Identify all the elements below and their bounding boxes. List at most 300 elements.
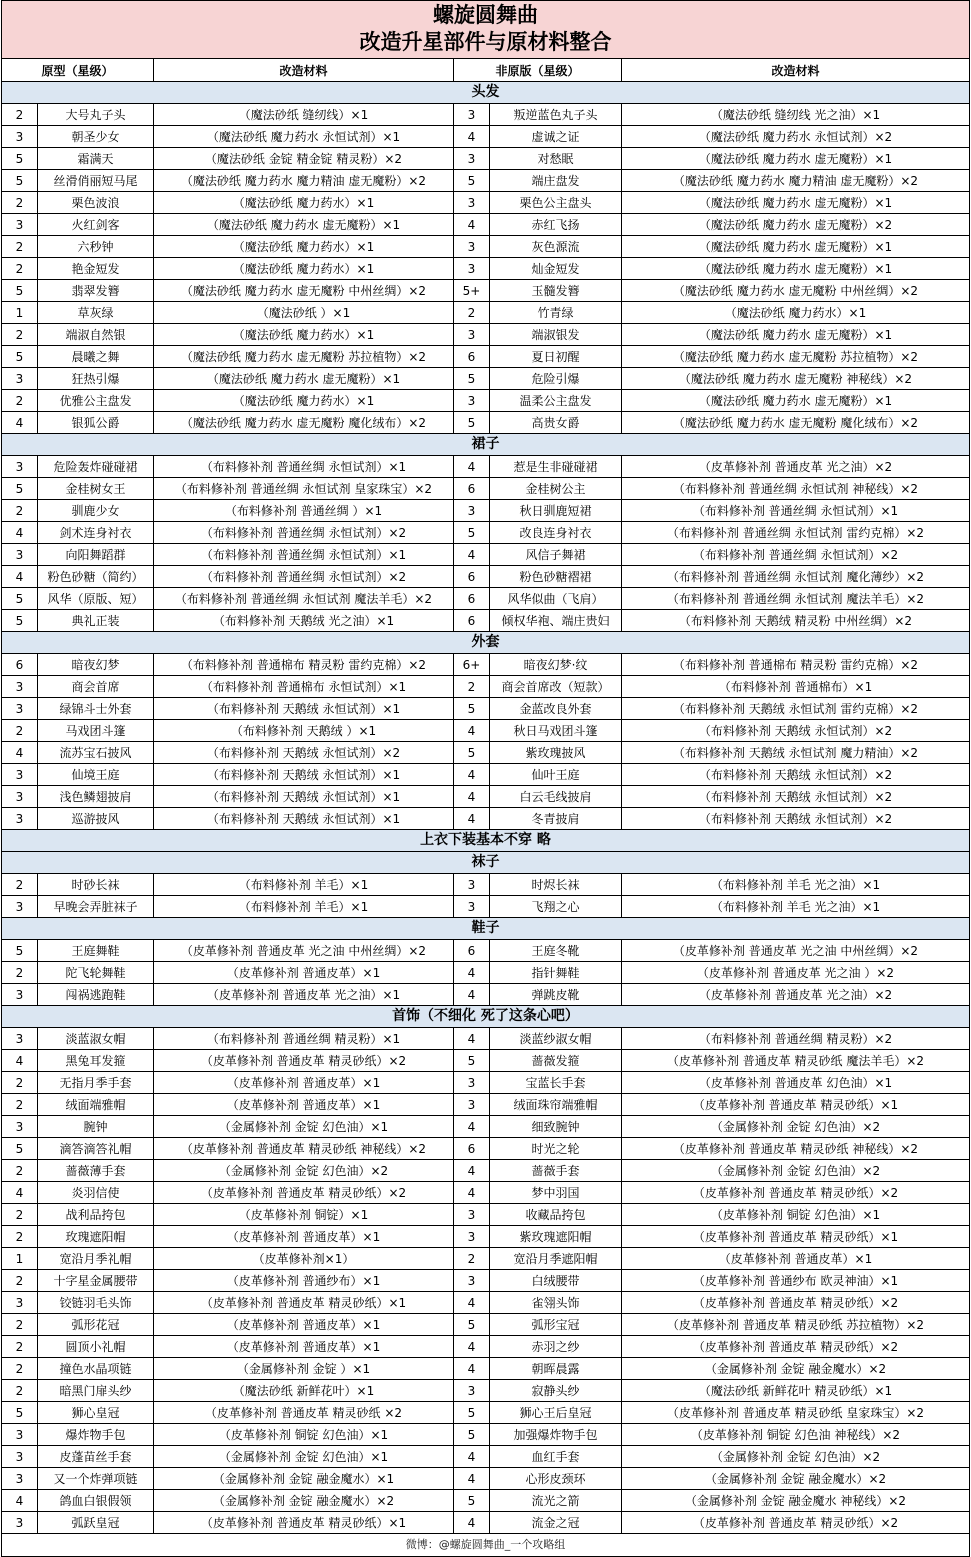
cell-orig-name: 陀飞轮舞鞋 [38,962,154,983]
cell-non-star: 4 [454,1292,490,1313]
cell-non-star: 5 [454,1314,490,1335]
cell-non-materials: （魔法砂纸 魔力药水 虚无魔粉 中州丝绸）×2 [672,284,919,298]
cell-non-star: 4 [454,808,490,829]
cell-orig-name: 端淑自然银 [38,324,154,345]
table-row [2,214,969,236]
cell-orig-star: 2 [2,324,38,345]
cell-orig-name: 狂热引爆 [38,368,154,389]
cell-non-materials: （布料修补剂 普通丝绸 精灵粉）×2 [698,1032,893,1046]
cell-non-star: 4 [454,786,490,807]
table-row [2,148,969,170]
cell-non-name: 竹青绿 [490,302,622,323]
cell-non-materials: （布料修补剂 普通丝绸 永恒试剂 魔化薄纱）×2 [666,570,925,584]
section-header: 外套 [2,632,969,654]
cell-non-materials: （金属修补剂 金锭 融金魔水）×2 [704,1472,887,1486]
cell-orig-name: 腕钟 [38,1116,154,1137]
cell-non-name: 仙叶王庭 [490,764,622,785]
cell-non-materials: （皮革修补剂 普通皮革 精灵砂纸 魔法羊毛）×2 [666,1054,925,1068]
cell-orig-name: 蔷薇薄手套 [38,1160,154,1181]
cell-orig-star: 5 [2,478,38,499]
cell-orig-materials: （魔法砂纸 魔力药水）×1 [154,324,454,345]
cell-non-materials: （金属修补剂 金锭 幻色油）×2 [710,1450,881,1464]
cell-orig-name: 滴答滴答礼帽 [38,1138,154,1159]
cell-orig-name: 玫瑰遮阳帽 [38,1226,154,1247]
cell-orig-star: 2 [2,720,38,741]
cell-non-star: 3 [454,236,490,257]
cell-non-name: 流光之箭 [490,1490,622,1511]
cell-orig-name: 剑术连身衬衣 [38,522,154,543]
cell-non-star: 3 [454,258,490,279]
cell-orig-materials: （布料修补剂 天鹅绒 永恒试剂）×1 [154,698,454,719]
cell-orig-name: 无指月季手套 [38,1072,154,1093]
cell-orig-name: 晨曦之舞 [38,346,154,367]
table-row [2,302,969,324]
cell-non-materials: （魔法砂纸 魔力药水 虚无魔粉）×1 [698,262,893,276]
cell-non-materials: （皮革修补剂 普通皮革 精灵砂纸）×1 [692,1230,899,1244]
cell-non-name: 弧形宝冠 [490,1314,622,1335]
cell-non-name: 白云毛线披肩 [490,786,622,807]
cell-orig-star: 2 [2,874,38,895]
table-row [2,566,969,588]
cell-non-materials: （金属修补剂 金锭 幻色油）×2 [710,1120,881,1134]
table-row [2,478,969,500]
cell-non-name: 风信子舞裙 [490,544,622,565]
cell-orig-star: 3 [2,456,38,477]
cell-orig-materials: （布料修补剂 天鹅绒 永恒试剂）×1 [154,764,454,785]
cell-non-name: 虚诚之证 [490,126,622,147]
cell-non-star: 5 [454,698,490,719]
cell-non-star: 4 [454,1468,490,1489]
cell-orig-star: 5 [2,610,38,631]
section-header: 鞋子 [2,918,969,940]
cell-orig-star: 3 [2,896,38,917]
table-row [2,1380,969,1402]
cell-orig-name: 暗黑门扉头纱 [38,1380,154,1401]
cell-orig-name: 栗色波浪 [38,192,154,213]
cell-orig-materials: （魔法砂纸 魔力药水 魔力精油 虚无魔粉）×2 [154,170,454,191]
table-row [2,742,969,764]
table-row [2,1204,969,1226]
cell-non-star: 4 [454,1116,490,1137]
cell-orig-materials: （魔法砂纸 魔力药水 虚无魔粉 中州丝绸）×2 [154,280,454,301]
cell-non-star: 2 [454,1248,490,1269]
cell-non-name: 宽沿月季遮阳帽 [490,1248,622,1269]
cell-orig-materials: （布料修补剂 普通丝绸 永恒试剂）×2 [154,522,454,543]
cell-orig-materials: （皮革修补剂 普通皮革 精灵砂纸）×1 [154,1512,454,1533]
table-row [2,984,969,1006]
table-row [2,236,969,258]
cell-orig-star: 3 [2,764,38,785]
cell-orig-materials: （布料修补剂 普通丝绸 永恒试剂 魔法羊毛）×2 [154,588,454,609]
cell-orig-materials: （布料修补剂 羊毛）×1 [154,896,454,917]
cell-non-materials: （皮革修补剂 铜锭 幻色油）×1 [710,1208,881,1222]
cell-orig-name: 商会首席 [38,676,154,697]
cell-orig-name: 炎羽信使 [38,1182,154,1203]
cell-non-materials: （魔法砂纸 魔力药水 虚无魔粉 苏拉植物）×2 [672,350,919,364]
cell-non-name: 高贵女爵 [490,412,622,433]
cell-non-star: 4 [454,962,490,983]
cell-non-name: 灿金短发 [490,258,622,279]
cell-non-star: 6 [454,610,490,631]
cell-non-star: 3 [454,1380,490,1401]
cell-orig-star: 4 [2,1490,38,1511]
table-row [2,412,969,434]
table-row [2,962,969,984]
table-row [2,1358,969,1380]
cell-non-materials: （魔法砂纸 魔力药水 魔力精油 虚无魔粉）×2 [672,174,919,188]
header-materials-2: 改造材料 [771,63,820,78]
cell-non-materials: （魔法砂纸 魔力药水 永恒试剂）×2 [698,130,893,144]
cell-non-materials: （魔法砂纸 魔力药水 虚无魔粉 魔化绒布）×2 [672,416,919,430]
cell-orig-star: 2 [2,500,38,521]
cell-non-star: 2 [454,676,490,697]
cell-non-name: 蔷薇手套 [490,1160,622,1181]
header-original: 原型（星级） [2,59,154,81]
table-row [2,500,969,522]
table-row [2,720,969,742]
cell-orig-materials: （魔法砂纸 魔力药水）×1 [154,236,454,257]
cell-orig-name: 六秒钟 [38,236,154,257]
cell-orig-materials: （魔法砂纸 缝纫线）×1 [154,104,454,125]
cell-non-materials: （皮革修补剂 普通皮革 光之油 中州丝绸）×2 [672,944,919,958]
cell-non-materials: （布料修补剂 天鹅绒 永恒试剂）×2 [698,768,893,782]
cell-orig-name: 王庭舞鞋 [38,940,154,961]
sheet-title [2,1,969,59]
cell-orig-materials: （皮革修补剂 普通皮革 精灵砂纸）×2 [154,1050,454,1071]
cell-non-star: 5 [454,1402,490,1423]
cell-orig-name: 火红剑客 [38,214,154,235]
cell-non-name: 赤红飞扬 [490,214,622,235]
cell-orig-star: 2 [2,1270,38,1291]
cell-orig-materials: （布料修补剂 天鹅绒 永恒试剂）×2 [154,742,454,763]
cell-orig-name: 撞色水晶项链 [38,1358,154,1379]
cell-orig-name: 风华（原版、短） [38,588,154,609]
cell-non-materials: （布料修补剂 普通丝绸 永恒试剂 神秘线）×2 [672,482,919,496]
cell-orig-name: 鸽血白银假领 [38,1490,154,1511]
cell-non-star: 4 [454,1028,490,1049]
cell-orig-materials: （魔法砂纸 魔力药水）×1 [154,390,454,411]
cell-orig-materials: （布料修补剂 普通棉布 精灵粉 雷约克棉）×2 [154,654,454,675]
cell-orig-materials: （布料修补剂 普通丝绸 永恒试剂）×2 [154,566,454,587]
cell-orig-star: 5 [2,346,38,367]
cell-non-star: 3 [454,1204,490,1225]
table-row [2,940,969,962]
cell-orig-star: 2 [2,1336,38,1357]
cell-orig-name: 圆顶小礼帽 [38,1336,154,1357]
table-row [2,324,969,346]
cell-non-materials: （布料修补剂 天鹅绒 永恒试剂）×2 [698,812,893,826]
table-row [2,1446,969,1468]
cell-orig-materials: （金属修补剂 金锭 融金魔水）×2 [154,1490,454,1511]
cell-orig-name: 丝滑俏丽短马尾 [38,170,154,191]
section-header: 裙子 [2,434,969,456]
cell-non-star: 3 [454,500,490,521]
cell-orig-materials: （皮革修补剂 普通皮革 光之油）×1 [154,984,454,1005]
table-body [2,82,969,1534]
cell-orig-star: 4 [2,522,38,543]
table-row [2,1028,969,1050]
cell-orig-star: 3 [2,214,38,235]
cell-non-name: 雀翎头饰 [490,1292,622,1313]
cell-orig-name: 草灰绿 [38,302,154,323]
cell-orig-materials: （魔法砂纸 魔力药水 虚无魔粉）×1 [154,368,454,389]
cell-orig-star: 3 [2,786,38,807]
cell-non-materials: （魔法砂纸 魔力药水 虚无魔粉）×2 [698,218,893,232]
cell-non-name: 时烬长袜 [490,874,622,895]
cell-non-materials: （布料修补剂 普通丝绸 永恒试剂）×2 [692,548,899,562]
cell-orig-materials: （布料修补剂 普通丝绸 ）×1 [154,500,454,521]
table-row [2,1072,969,1094]
cell-non-name: 端淑银发 [490,324,622,345]
cell-non-name: 紫玫瑰遮阳帽 [490,1226,622,1247]
cell-non-materials: （皮革修补剂 普通皮革 光之油）×2 [698,988,893,1002]
cell-non-name: 弹跳皮靴 [490,984,622,1005]
cell-non-name: 金蓝改良外套 [490,698,622,719]
cell-orig-star: 4 [2,566,38,587]
cell-orig-materials: （皮革修补剂 铜锭 幻色油）×1 [154,1424,454,1445]
cell-non-star: 6 [454,1138,490,1159]
table-row [2,1468,969,1490]
cell-non-name: 栗色公主盘头 [490,192,622,213]
cell-orig-name: 危险轰炸碰碰裙 [38,456,154,477]
cell-non-star: 3 [454,1094,490,1115]
cell-orig-name: 金桂树女王 [38,478,154,499]
cell-non-materials: （布料修补剂 普通丝绸 永恒试剂 魔法羊毛）×2 [666,592,925,606]
cell-non-name: 紫玫瑰披风 [490,742,622,763]
cell-non-name: 粉色砂糖褶裙 [490,566,622,587]
cell-orig-star: 4 [2,1050,38,1071]
table-row [2,654,969,676]
table-row [2,610,969,632]
cell-non-name: 灰色源流 [490,236,622,257]
cell-orig-materials: （魔法砂纸 魔力药水 虚无魔粉 苏拉植物）×2 [154,346,454,367]
cell-orig-star: 4 [2,412,38,433]
cell-orig-materials: （布料修补剂 普通丝绸 永恒试剂）×1 [154,544,454,565]
cell-non-materials: （布料修补剂 普通丝绸 永恒试剂）×1 [692,504,899,518]
cell-orig-star: 2 [2,192,38,213]
cell-orig-star: 3 [2,984,38,1005]
cell-non-name: 暗夜幻梦·纹 [490,654,622,675]
cell-non-name: 心形皮颈环 [490,1468,622,1489]
cell-orig-star: 2 [2,1160,38,1181]
cell-non-star: 6 [454,346,490,367]
cell-non-materials: （布料修补剂 普通棉布）×1 [718,680,873,694]
cell-orig-star: 2 [2,1314,38,1335]
cell-non-name: 端庄盘发 [490,170,622,191]
cell-orig-name: 马戏团斗篷 [38,720,154,741]
cell-non-name: 夏日初醒 [490,346,622,367]
cell-non-name: 秋日驯鹿短裙 [490,500,622,521]
table-row [2,1424,969,1446]
cell-orig-materials: （皮革修补剂 普通皮革）×1 [154,1226,454,1247]
cell-non-star: 5 [454,1490,490,1511]
cell-non-name: 倾权华袍、端庄贵妇 [490,610,622,631]
table-row [2,1116,969,1138]
cell-non-name: 玉髓发簪 [490,280,622,301]
cell-non-materials: （布料修补剂 天鹅绒 永恒试剂）×2 [698,724,893,738]
cell-orig-star: 3 [2,544,38,565]
cell-orig-materials: （布料修补剂 天鹅绒 光之油）×1 [154,610,454,631]
cell-orig-name: 闯祸逃跑鞋 [38,984,154,1005]
cell-orig-name: 十字星金属腰带 [38,1270,154,1291]
cell-non-materials: （布料修补剂 羊毛 光之油）×1 [710,900,881,914]
cell-non-name: 梦中羽国 [490,1182,622,1203]
cell-orig-star: 5 [2,588,38,609]
cell-non-materials: （皮革修补剂 普通皮革 精灵砂纸）×2 [692,1296,899,1310]
cell-orig-star: 5 [2,940,38,961]
cell-orig-name: 驯鹿少女 [38,500,154,521]
footer-credit: 微博：@螺旋圆舞曲_一个攻略组 [405,1538,566,1551]
table-row [2,808,969,830]
table-row [2,896,969,918]
cell-non-name: 风华似曲（飞肩） [490,588,622,609]
table-row [2,104,969,126]
cell-non-star: 5 [454,522,490,543]
cell-orig-name: 霜满天 [38,148,154,169]
cell-orig-materials: （皮革修补剂 普通皮革）×1 [154,1314,454,1335]
cell-orig-name: 巡游披风 [38,808,154,829]
cell-orig-star: 3 [2,698,38,719]
cell-non-name: 血红手套 [490,1446,622,1467]
cell-non-materials: （皮革修补剂 普通皮革）×1 [718,1252,873,1266]
table-row [2,1292,969,1314]
cell-non-star: 3 [454,874,490,895]
cell-non-materials: （皮革修补剂 铜锭 幻色油 神秘线）×2 [690,1428,901,1442]
cell-orig-materials: （魔法砂纸 魔力药水 虚无魔粉）×1 [154,214,454,235]
cell-orig-materials: （金属修补剂 金锭 融金魔水）×1 [154,1468,454,1489]
cell-non-star: 3 [454,1270,490,1291]
table-row [2,522,969,544]
table-row [2,1248,969,1270]
cell-orig-star: 2 [2,1380,38,1401]
cell-orig-materials: （布料修补剂 羊毛）×1 [154,874,454,895]
cell-non-name: 温柔公主盘发 [490,390,622,411]
section-header: 首饰（不细化 死了这条心吧） [2,1006,969,1028]
cell-orig-materials: （皮革修补剂 普通皮革 精灵砂纸）×1 [154,1292,454,1313]
section-header: 袜子 [2,852,969,874]
cell-non-star: 2 [454,302,490,323]
cell-non-name: 指针舞鞋 [490,962,622,983]
cell-orig-star: 4 [2,742,38,763]
cell-non-name: 惹是生非碰碰裙 [490,456,622,477]
cell-orig-materials: （魔法砂纸 新鲜花叶）×1 [154,1380,454,1401]
cell-orig-name: 弧形花冠 [38,1314,154,1335]
cell-non-star: 4 [454,764,490,785]
table-row [2,1226,969,1248]
cell-orig-name: 又一个炸弹项链 [38,1468,154,1489]
cell-orig-star: 5 [2,1402,38,1423]
cell-non-star: 6 [454,940,490,961]
title-line-1: 螺旋圆舞曲 [433,3,538,27]
cell-orig-materials: （布料修补剂 天鹅绒 永恒试剂）×1 [154,808,454,829]
cell-orig-name: 黑兔耳发箍 [38,1050,154,1071]
cell-orig-name: 浅色鳞翅披肩 [38,786,154,807]
cell-orig-materials: （皮革修补剂×1） [154,1248,454,1269]
table-row [2,544,969,566]
cell-orig-star: 3 [2,808,38,829]
cell-non-materials: （金属修补剂 金锭 融金魔水）×2 [704,1362,887,1376]
table-row [2,786,969,808]
cell-orig-star: 1 [2,302,38,323]
cell-orig-name: 朝圣少女 [38,126,154,147]
cell-non-name: 金桂树公主 [490,478,622,499]
cell-orig-materials: （皮革修补剂 普通皮革）×1 [154,962,454,983]
cell-non-materials: （布料修补剂 天鹅绒 精灵粉 中州丝绸）×2 [678,614,913,628]
cell-non-name: 叛逆蓝色丸子头 [490,104,622,125]
spreadsheet [1,0,970,1557]
cell-orig-star: 3 [2,1028,38,1049]
cell-non-star: 4 [454,1358,490,1379]
cell-non-star: 5 [454,170,490,191]
table-row [2,1138,969,1160]
cell-orig-star: 3 [2,368,38,389]
title-line-2: 改造升星部件与原材料整合 [359,30,612,54]
cell-orig-name: 仙境王庭 [38,764,154,785]
cell-non-name: 危险引爆 [490,368,622,389]
cell-orig-star: 3 [2,1292,38,1313]
cell-non-materials: （金属修补剂 金锭 幻色油）×2 [710,1164,881,1178]
cell-non-star: 6 [454,566,490,587]
header-materials: 改造材料 [154,59,454,81]
cell-non-materials: （布料修补剂 天鹅绒 永恒试剂）×2 [698,790,893,804]
table-row [2,676,969,698]
cell-non-star: 5+ [454,280,490,301]
cell-non-materials: （魔法砂纸 魔力药水 虚无魔粉）×1 [698,394,893,408]
cell-non-materials: （魔法砂纸 缝纫线 光之油）×1 [710,108,881,122]
cell-non-star: 5 [454,412,490,433]
table-row [2,1314,969,1336]
cell-non-materials: （布料修补剂 普通丝绸 永恒试剂 雷约克棉）×2 [666,526,925,540]
cell-orig-materials: （金属修补剂 金锭 ）×1 [154,1358,454,1379]
cell-orig-star: 4 [2,1182,38,1203]
cell-non-name: 绒面珠帘端雅帽 [490,1094,622,1115]
cell-orig-materials: （魔法砂纸 魔力药水）×1 [154,192,454,213]
cell-orig-star: 1 [2,1248,38,1269]
cell-non-star: 3 [454,390,490,411]
cell-orig-star: 5 [2,170,38,191]
cell-orig-star: 2 [2,1094,38,1115]
cell-non-star: 3 [454,148,490,169]
cell-non-star: 4 [454,984,490,1005]
cell-orig-star: 3 [2,1446,38,1467]
cell-non-materials: （魔法砂纸 魔力药水 虚无魔粉 神秘线）×2 [678,372,913,386]
cell-non-materials: （布料修补剂 羊毛 光之油）×1 [710,878,881,892]
cell-non-name: 蔷薇发箍 [490,1050,622,1071]
cell-non-materials: （魔法砂纸 魔力药水 虚无魔粉）×1 [698,196,893,210]
cell-orig-materials: （魔法砂纸 魔力药水 永恒试剂）×1 [154,126,454,147]
cell-non-star: 4 [454,214,490,235]
cell-non-materials: （皮革修补剂 普通皮革 精灵砂纸）×1 [692,1098,899,1112]
table-row [2,192,969,214]
cell-non-materials: （魔法砂纸 魔力药水 虚无魔粉）×1 [698,328,893,342]
table-row [2,1182,969,1204]
cell-orig-materials: （布料修补剂 普通棉布 永恒试剂）×1 [154,676,454,697]
cell-orig-name: 战利品挎包 [38,1204,154,1225]
cell-non-name: 白绒腰带 [490,1270,622,1291]
cell-non-name: 秋日马戏团斗篷 [490,720,622,741]
table-row [2,1050,969,1072]
cell-non-materials: （布料修补剂 天鹅绒 永恒试剂 魔力精油）×2 [672,746,919,760]
cell-orig-materials: （皮革修补剂 普通皮革）×1 [154,1094,454,1115]
cell-non-star: 3 [454,192,490,213]
cell-non-materials: （皮革修补剂 普通皮革 光之油 ）×2 [696,966,895,980]
cell-orig-star: 2 [2,1226,38,1247]
column-header-row [2,59,969,82]
cell-non-name: 狮心王后皇冠 [490,1402,622,1423]
cell-non-materials: （皮革修补剂 普通皮革 幻色油）×1 [698,1076,893,1090]
cell-orig-star: 3 [2,1468,38,1489]
cell-orig-materials: （魔法砂纸 魔力药水 虚无魔粉 魔化绒布）×2 [154,412,454,433]
